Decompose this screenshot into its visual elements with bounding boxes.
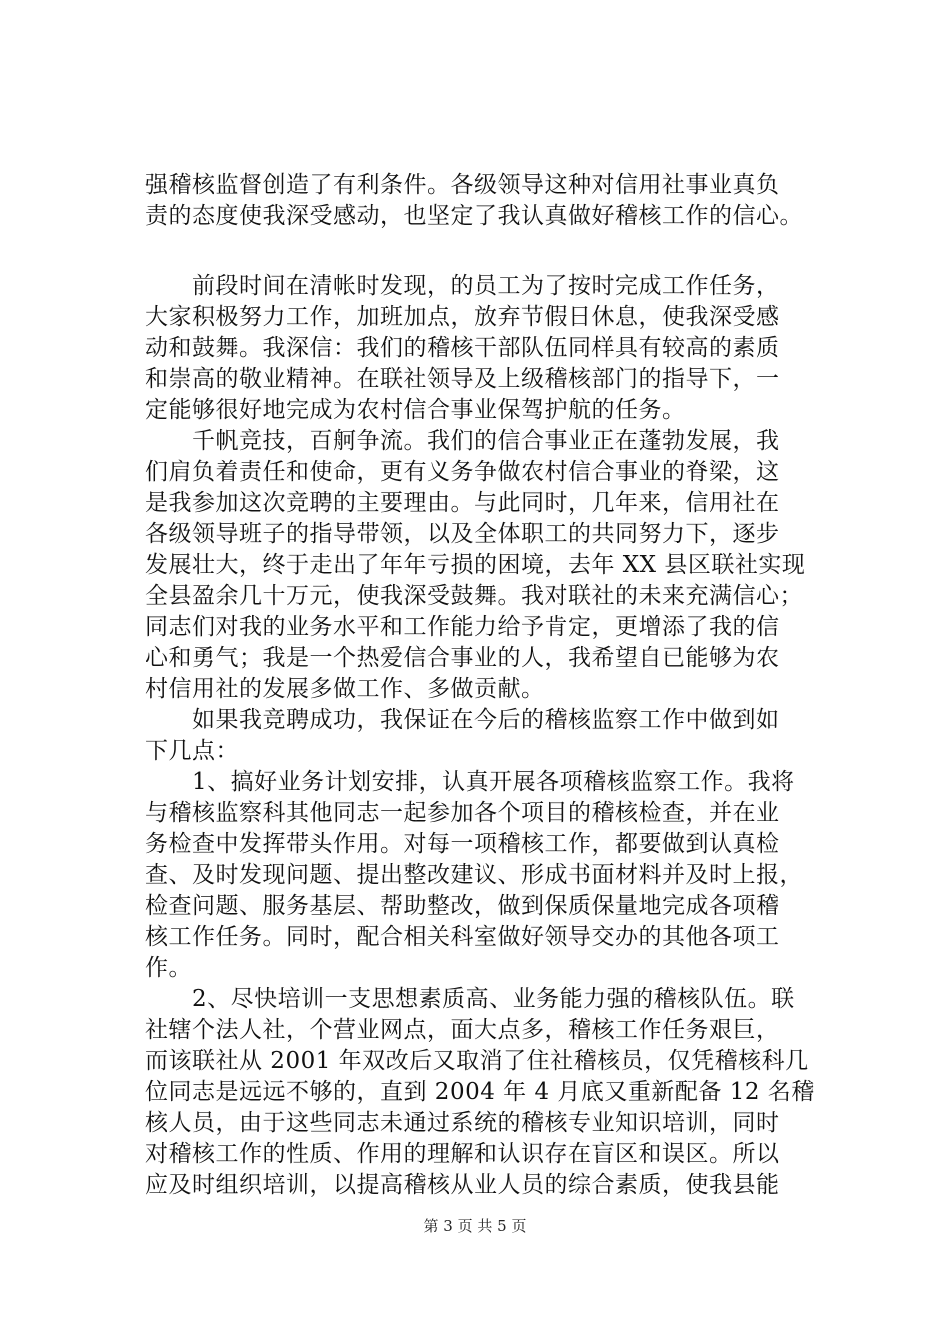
text-line: 责的态度使我深受感动，也坚定了我认真做好稽核工作的信心。 <box>145 203 803 229</box>
text-line: 大家积极努力工作，加班加点，放弃节假日休息，使我深受感 <box>145 304 780 330</box>
text-line: 查、及时发现问题、提出整改建议、形成书面材料并及时上报， <box>145 862 803 888</box>
text-line: 动和鼓舞。我深信：我们的稽核干部队伍同样具有较高的素质 <box>145 335 780 361</box>
text-line: 千帆竞技，百舸争流。我们的信合事业正在蓬勃发展，我 <box>145 428 780 454</box>
text-line: 定能够很好地完成为农村信合事业保驾护航的任务。 <box>145 397 686 423</box>
document-body <box>145 170 835 1201</box>
text-line: 1、搞好业务计划安排，认真开展各项稽核监察工作。我将 <box>145 769 795 795</box>
text-line: 下几点： <box>145 738 239 764</box>
text-line: 同志们对我的业务水平和工作能力给予肯定，更增添了我的信 <box>145 614 780 640</box>
text-line: 强稽核监督创造了有利条件。各级领导这种对信用社事业真负 <box>145 172 780 198</box>
text-line: 如果我竞聘成功，我保证在今后的稽核监察工作中做到如 <box>145 707 780 733</box>
text-line: 村信用社的发展多做工作、多做贡献。 <box>145 676 545 702</box>
text-line: 核人员，由于这些同志未通过系统的稽核专业知识培训，同时 <box>145 1110 780 1136</box>
text-line: 2、尽快培训一支思想素质高、业务能力强的稽核队伍。联 <box>145 986 795 1012</box>
text-line: 们肩负着责任和使命，更有义务争做农村信合事业的脊梁，这 <box>145 459 780 485</box>
text-line: 核工作任务。同时，配合相关科室做好领导交办的其他各项工 <box>145 924 780 950</box>
text-line: 和崇高的敬业精神。在联社领导及上级稽核部门的指导下，一 <box>145 366 780 392</box>
text-line: 前段时间在清帐时发现，的员工为了按时完成工作任务， <box>145 273 780 299</box>
text-line: 社辖个法人社，个营业网点，面大点多，稽核工作任务艰巨， <box>145 1017 780 1043</box>
text-line: 对稽核工作的性质、作用的理解和认识存在盲区和误区。所以 <box>145 1141 780 1167</box>
text-line: 全县盈余几十万元，使我深受鼓舞。我对联社的未来充满信心； <box>145 583 803 609</box>
text-line: 心和勇气；我是一个热爱信合事业的人，我希望自已能够为农 <box>145 645 780 671</box>
text-line: 作。 <box>145 955 192 981</box>
text-line: 发展壮大，终于走出了年年亏损的困境，去年 XX 县区联社实现 <box>145 552 806 578</box>
text-line: 而该联社从 2001 年双改后又取消了住社稽核员，仅凭稽核科几 <box>145 1048 809 1074</box>
text-line: 位同志是远远不够的，直到 2004 年 4 月底又重新配备 12 名稽 <box>145 1079 815 1105</box>
text-line: 务检查中发挥带头作用。对每一项稽核工作，都要做到认真检 <box>145 831 780 857</box>
text-line: 是我参加这次竞聘的主要理由。与此同时，几年来，信用社在 <box>145 490 780 516</box>
page-number-footer: 第 3 页 共 5 页 <box>423 1217 527 1235</box>
text-line: 应及时组织培训，以提高稽核从业人员的综合素质，使我县能 <box>145 1172 780 1198</box>
text-line: 与稽核监察科其他同志一起参加各个项目的稽核检查，并在业 <box>145 800 780 826</box>
paragraph-gap <box>145 232 835 271</box>
text-line: 检查问题、服务基层、帮助整改，做到保质保量地完成各项稽 <box>145 893 780 919</box>
text-line: 各级领导班子的指导带领，以及全体职工的共同努力下，逐步 <box>145 521 780 547</box>
